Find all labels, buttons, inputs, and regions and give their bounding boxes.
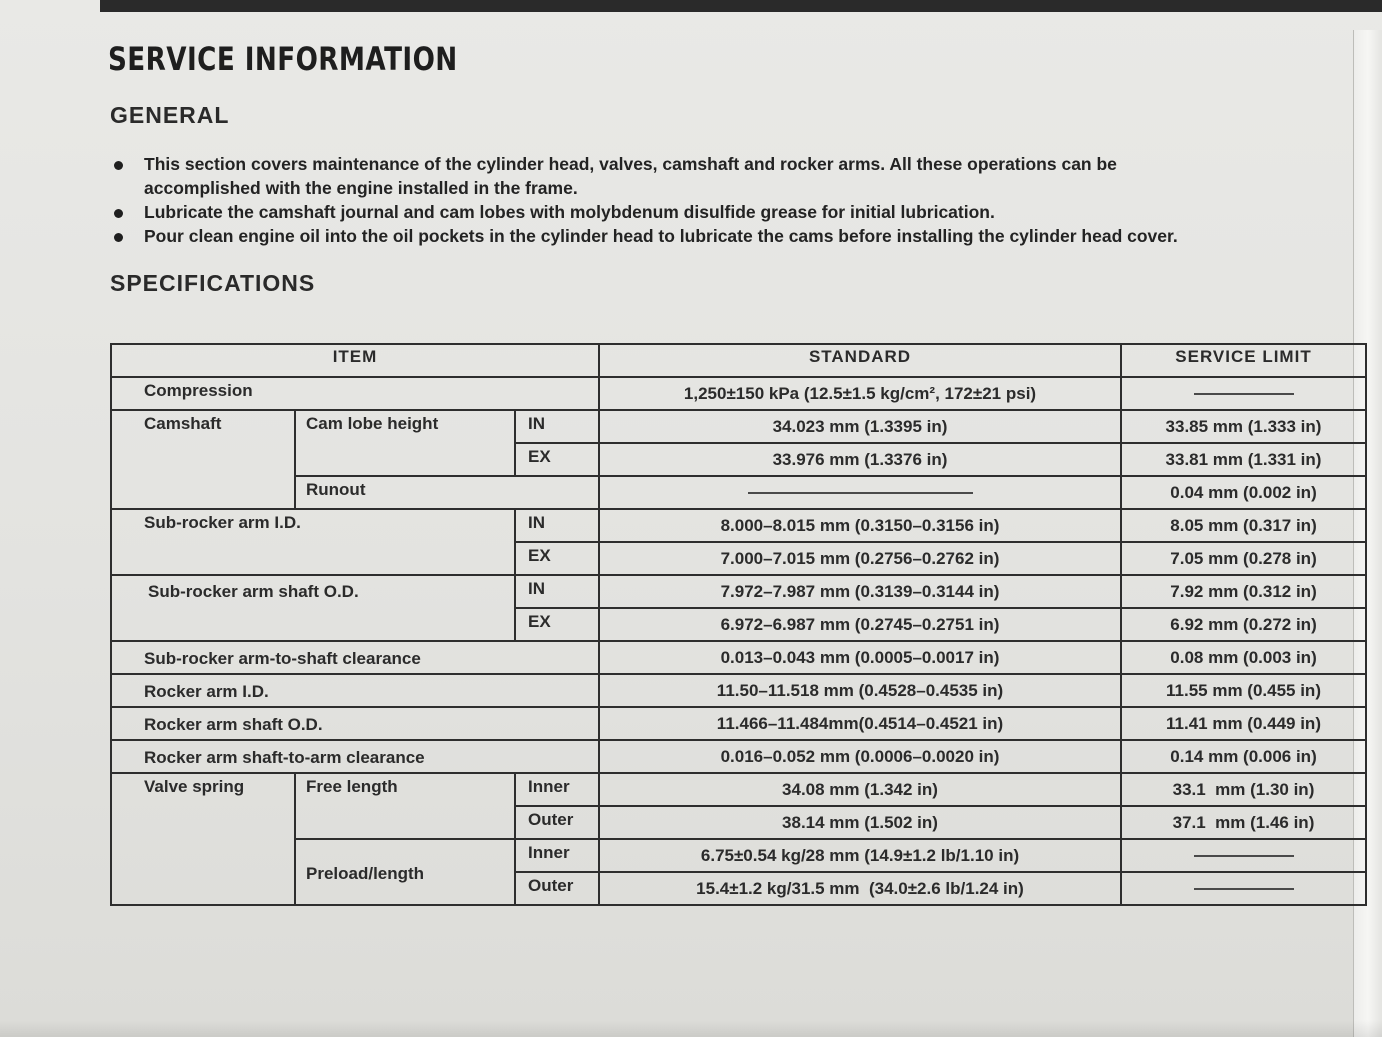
item-label: Rocker arm I.D. xyxy=(111,674,599,707)
dash-mark xyxy=(1194,393,1294,395)
column-header-service-limit: SERVICE LIMIT xyxy=(1121,344,1366,377)
variant-code: EX xyxy=(515,443,599,476)
variant-code: IN xyxy=(515,509,599,542)
specifications-heading: SPECIFICATIONS xyxy=(110,270,316,296)
general-heading: GENERAL xyxy=(110,102,230,128)
item-label: Camshaft xyxy=(111,410,295,509)
service-limit-value: 7.92 mm (0.312 in) xyxy=(1121,575,1366,608)
item-label: Sub-rocker arm shaft O.D. xyxy=(111,575,515,641)
standard-value: 0.016–0.052 mm (0.0006–0.0020 in) xyxy=(599,740,1121,773)
item-label: Compression xyxy=(111,377,599,410)
item-label: Rocker arm shaft-to-arm clearance xyxy=(111,740,599,773)
standard-empty xyxy=(599,476,1121,509)
service-limit-value: 0.08 mm (0.003 in) xyxy=(1121,641,1366,674)
variant-code: IN xyxy=(515,410,599,443)
service-limit-empty xyxy=(1121,839,1366,872)
service-limit-value: 0.14 mm (0.006 in) xyxy=(1121,740,1366,773)
standard-value: 7.000–7.015 mm (0.2756–0.2762 in) xyxy=(599,542,1121,575)
service-limit-value: 11.41 mm (0.449 in) xyxy=(1121,707,1366,740)
bullet-text: Lubricate the camshaft journal and cam lobes with molybdenum disulfide grease for initial lubrication. xyxy=(144,202,995,222)
item-label: Valve spring xyxy=(111,773,295,905)
standard-value: 6.972–6.987 mm (0.2745–0.2751 in) xyxy=(599,608,1121,641)
standard-value: 15.4±1.2 kg/31.5 mm (34.0±2.6 lb/1.24 in) xyxy=(599,872,1121,905)
service-limit-value: 7.05 mm (0.278 in) xyxy=(1121,542,1366,575)
service-limit-empty xyxy=(1121,377,1366,410)
variant-code: Inner xyxy=(515,773,599,806)
subitem-label: Runout xyxy=(295,476,599,509)
standard-value: 0.013–0.043 mm (0.0005–0.0017 in) xyxy=(599,641,1121,674)
bullet-item xyxy=(112,200,1372,224)
variant-code: IN xyxy=(515,575,599,608)
table-row xyxy=(111,740,1366,773)
variant-code: Outer xyxy=(515,806,599,839)
bullet-dot-icon xyxy=(114,233,123,242)
bullet-text: Pour clean engine oil into the oil pockets in the cylinder head to lubricate the cams before installing the cylinder head cover. xyxy=(144,226,1178,246)
table-row xyxy=(111,509,1366,542)
bullet-item xyxy=(112,224,1372,248)
table-row xyxy=(111,575,1366,608)
service-limit-value: 11.55 mm (0.455 in) xyxy=(1121,674,1366,707)
dash-mark xyxy=(748,492,973,494)
item-label: Sub-rocker arm I.D. xyxy=(111,509,515,575)
dash-mark xyxy=(1194,855,1294,857)
table-row xyxy=(111,410,1366,443)
variant-code: Outer xyxy=(515,872,599,905)
standard-value: 34.023 mm (1.3395 in) xyxy=(599,410,1121,443)
subitem-label: Preload/length xyxy=(295,839,515,905)
table-row xyxy=(111,674,1366,707)
column-header-standard: STANDARD xyxy=(599,344,1121,377)
variant-code: Inner xyxy=(515,839,599,872)
specifications-table xyxy=(110,343,1367,906)
service-limit-value: 33.85 mm (1.333 in) xyxy=(1121,410,1366,443)
table-row xyxy=(111,377,1366,410)
variant-code: EX xyxy=(515,608,599,641)
item-label: Rocker arm shaft O.D. xyxy=(111,707,599,740)
bullet-item xyxy=(112,152,1372,200)
service-limit-value: 8.05 mm (0.317 in) xyxy=(1121,509,1366,542)
service-limit-value: 6.92 mm (0.272 in) xyxy=(1121,608,1366,641)
bullet-text: This section covers maintenance of the cylinder head, valves, camshaft and rocker arms. All these operations can be xyxy=(144,154,1117,174)
bullet-text-continued: accomplished with the engine installed in the frame. xyxy=(144,178,578,198)
standard-value: 38.14 mm (1.502 in) xyxy=(599,806,1121,839)
bullet-dot-icon xyxy=(114,209,123,218)
bottom-shadow xyxy=(0,1020,1382,1037)
standard-value: 1,250±150 kPa (12.5±1.5 kg/cm², 172±21 psi) xyxy=(599,377,1121,410)
item-label: Sub-rocker arm-to-shaft clearance xyxy=(111,641,599,674)
standard-value: 11.50–11.518 mm (0.4528–0.4535 in) xyxy=(599,674,1121,707)
table-row xyxy=(111,773,1366,806)
table-row xyxy=(111,641,1366,674)
service-limit-value: 33.81 mm (1.331 in) xyxy=(1121,443,1366,476)
table-row xyxy=(111,476,1366,509)
subitem-label: Cam lobe height xyxy=(295,410,515,476)
standard-value: 8.000–8.015 mm (0.3150–0.3156 in) xyxy=(599,509,1121,542)
page-title: SERVICE INFORMATION xyxy=(108,40,458,78)
standard-value: 7.972–7.987 mm (0.3139–0.3144 in) xyxy=(599,575,1121,608)
table-row xyxy=(111,839,1366,872)
bullet-list xyxy=(112,152,1372,248)
table-row xyxy=(111,707,1366,740)
service-limit-value: 0.04 mm (0.002 in) xyxy=(1121,476,1366,509)
standard-value: 33.976 mm (1.3376 in) xyxy=(599,443,1121,476)
table-header-row xyxy=(111,344,1366,377)
standard-value: 6.75±0.54 kg/28 mm (14.9±1.2 lb/1.10 in) xyxy=(599,839,1121,872)
service-limit-empty xyxy=(1121,872,1366,905)
subitem-label: Free length xyxy=(295,773,515,839)
variant-code: EX xyxy=(515,542,599,575)
standard-value: 34.08 mm (1.342 in) xyxy=(599,773,1121,806)
service-limit-value: 37.1 mm (1.46 in) xyxy=(1121,806,1366,839)
column-header-item: ITEM xyxy=(111,344,599,377)
dash-mark xyxy=(1194,888,1294,890)
bullet-dot-icon xyxy=(114,161,123,170)
standard-value: 11.466–11.484mm(0.4514–0.4521 in) xyxy=(599,707,1121,740)
service-limit-value: 33.1 mm (1.30 in) xyxy=(1121,773,1366,806)
header-rule xyxy=(100,0,1382,12)
